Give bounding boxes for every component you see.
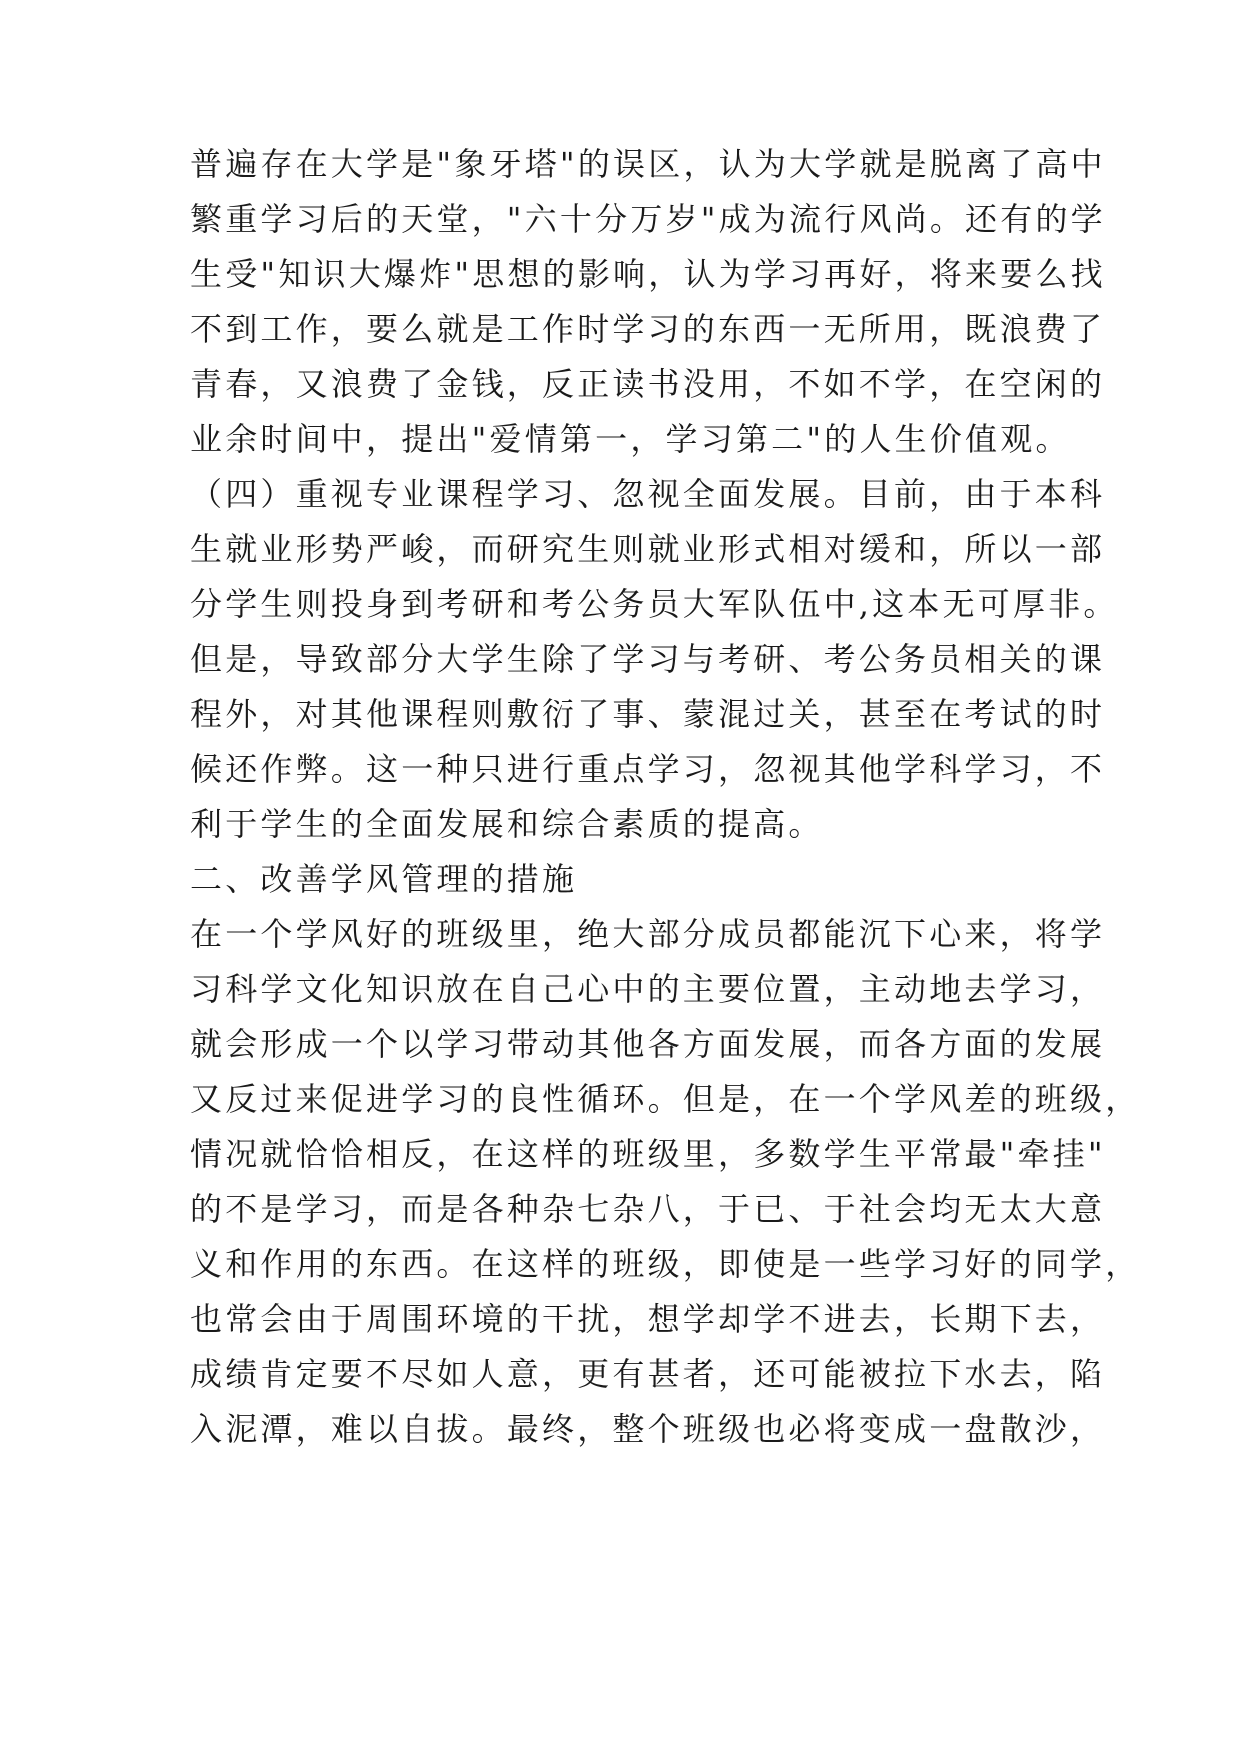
text-line: 利于学生的全面发展和综合素质的提高。 xyxy=(190,805,824,843)
text-line: 生就业形势严峻，而研究生则就业形式相对缓和，所以一部 xyxy=(190,530,1106,568)
text-line: 义和作用的东西。在这样的班级，即使是一些学习好的同学， xyxy=(190,1245,1141,1283)
text-line: 的不是学习，而是各种杂七杂八，于已、于社会均无太大意 xyxy=(190,1190,1106,1228)
text-line: 青春，又浪费了金钱，反正读书没用，不如不学，在空闲的 xyxy=(190,365,1106,403)
text-line: 就会形成一个以学习带动其他各方面发展，而各方面的发展 xyxy=(190,1025,1106,1063)
text-line: 又反过来促进学习的良性循环。但是，在一个学风差的班级， xyxy=(190,1080,1141,1118)
text-line: 繁重学习后的天堂，"六十分万岁"成为流行风尚。还有的学 xyxy=(190,200,1106,238)
section-heading: 二、改善学风管理的措施 xyxy=(190,860,578,898)
text-line: 普遍存在大学是"象牙塔"的误区，认为大学就是脱离了高中 xyxy=(190,145,1106,183)
text-line: 成绩肯定要不尽如人意，更有甚者，还可能被拉下水去，陷 xyxy=(190,1355,1106,1393)
text-line: 情况就恰恰相反，在这样的班级里，多数学生平常最"牵挂" xyxy=(190,1135,1106,1173)
text-line: 不到工作，要么就是工作时学习的东西一无所用，既浪费了 xyxy=(190,310,1106,348)
text-line: 在一个学风好的班级里，绝大部分成员都能沉下心来，将学 xyxy=(190,915,1106,953)
text-line: 生受"知识大爆炸"思想的影响，认为学习再好，将来要么找 xyxy=(190,255,1106,293)
text-line: 候还作弊。这一种只进行重点学习，忽视其他学科学习，不 xyxy=(190,750,1106,788)
section-heading: （四）重视专业课程学习、忽视全面发展。目前，由于本科 xyxy=(190,475,1106,513)
text-line: 入泥潭，难以自拔。最终，整个班级也必将变成一盘散沙， xyxy=(190,1410,1106,1448)
text-line: 分学生则投身到考研和考公务员大军队伍中,这本无可厚非。 xyxy=(190,585,1119,623)
text-line: 也常会由于周围环境的干扰，想学却学不进去，长期下去， xyxy=(190,1300,1106,1338)
text-line: 程外，对其他课程则敷衍了事、蒙混过关，甚至在考试的时 xyxy=(190,695,1106,733)
text-line: 但是，导致部分大学生除了学习与考研、考公务员相关的课 xyxy=(190,640,1106,678)
text-line: 业余时间中，提出"爱情第一，学习第二"的人生价值观。 xyxy=(190,420,1071,458)
text-line: 习科学文化知识放在自己心中的主要位置，主动地去学习， xyxy=(190,970,1106,1008)
